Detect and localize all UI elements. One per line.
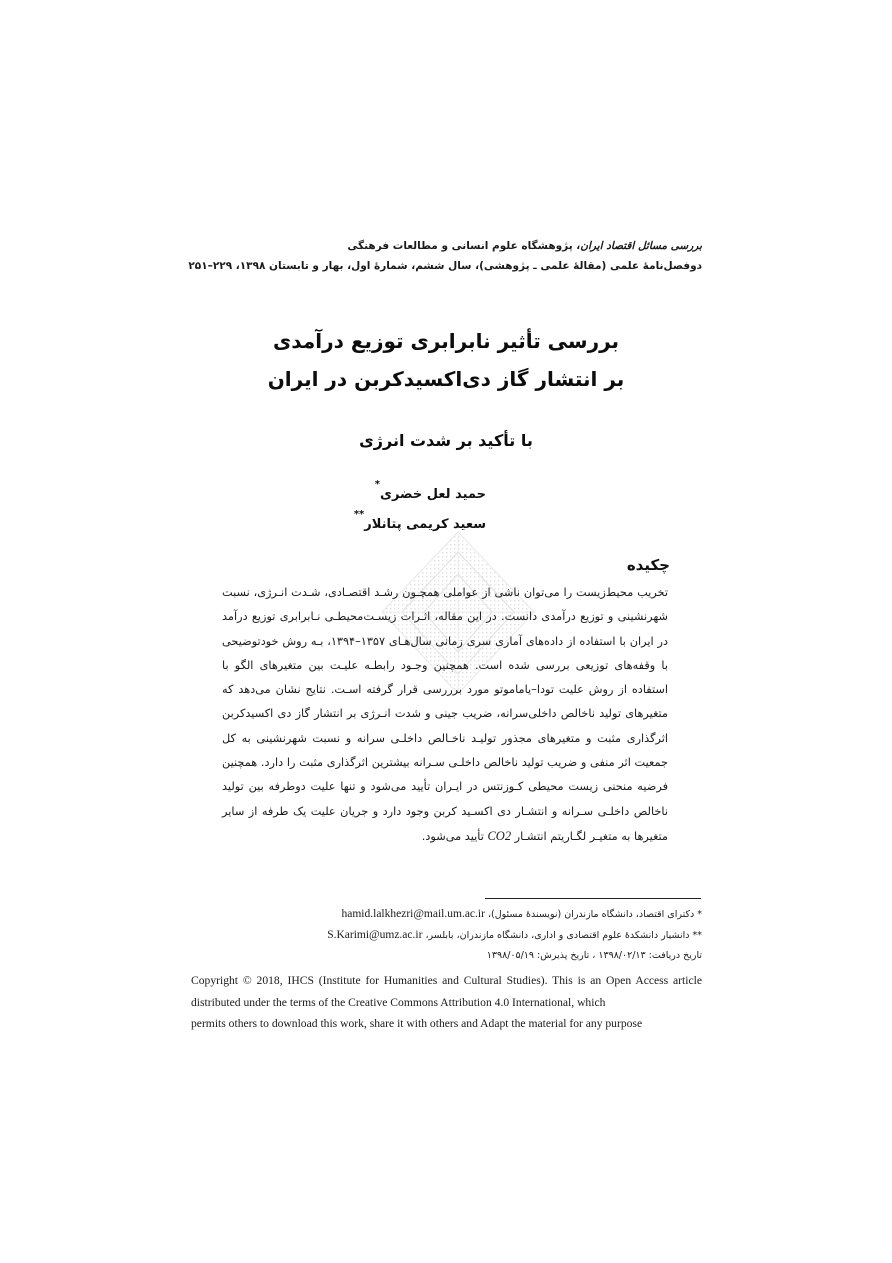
footnote [260, 925, 702, 946]
author [180, 480, 702, 510]
received-accepted-dates: تاریخ دریافت: ۱۳۹۸/۰۲/۱۳ ، تاریخ پذیرش: ۱۳۹۸/۰۵/۱۹ [486, 950, 702, 961]
author-name: حمید لعل خضری [380, 487, 486, 502]
footnote-mark: * [697, 909, 702, 920]
copyright-text-last-line: permits others to download this work, share it with others and Adapt the material for any purpose [191, 1017, 643, 1030]
journal-header [188, 236, 702, 276]
copyright-notice [191, 970, 702, 1035]
abstract-body [222, 581, 668, 849]
footnotes [260, 904, 702, 966]
footnote-separator [485, 898, 701, 899]
journal-publisher: ، پژوهشگاه علوم انسانی و مطالعات فرهنگی [347, 240, 581, 252]
paper-title [180, 322, 712, 398]
footnote-text: دانشیار دانشکدهٔ علوم اقتصادی و اداری، دانشگاه مازندران، بابلسر، [425, 930, 690, 941]
copyright-text: Copyright © 2018, IHCS (Institute for Humanities and Cultural Studies). This is an Open Access article distributed under the terms of the Creative Commons Attribution 4.0 International, which [191, 974, 702, 1009]
author-footnote-mark: ** [353, 509, 365, 520]
footnote [260, 904, 702, 925]
author-email-link[interactable]: S.Karimi@umz.ac.ir [327, 929, 423, 941]
paper-title-line-2: بر انتشار گاز دی‌اکسیدکربن در ایران [267, 367, 625, 391]
author-name: سعید کریمی پتانلار [364, 517, 486, 532]
journal-header-line-1 [188, 236, 702, 256]
paper-subtitle: با تأکید بر شدت انرژی [359, 431, 533, 450]
paper-title-line-1: بررسی تأثیر نابرابری توزیع درآمدی [272, 329, 620, 353]
author-footnote-mark: * [374, 479, 381, 490]
abstract-heading: چکیده [626, 556, 670, 574]
abstract-text: تخریب محیط‌زیست را می‌توان ناشی از عواملی همچـون رشـد اقتصـادی، شـدت انـرژی، نسبت شهرنشینی و توزیع درآمدی دانست. در این مقاله، اثـرات زیسـت‌محیطـی نـابرابری توزیع درآمد در ایران با استفاده از داده‌های آماری سری زمانی سال‌هـای ۱۳۵۷–۱۳۹۴، بـه روش خودتوضیحی با وقفه‌های توزیعی بررسی شده است. همچنین وجـود رابطـه علیـت بین متغیرهای الگو با استفاده از روش علیت تودا–یاماموتو مورد برررسی قرار گرفته اسـت. نتایج نشان می‌دهد که متغیرهای تولید ناخالص داخلی‌سرانه، ضریب جینی و شدت انـرژی بر انتشار گاز دی اکسیدکربن اثرگذاری مثبت و متغیرهای مجذور تولیـد ناخـالص داخلـی سرانه و نسبت شهرنشینی به کل جمعیت اثر منفی و ضریب تولید ناخالص داخلـی سـرانه بیشترین اثرگذاری مثبت را دارد. همچنین فرضیه منحنی زیست محیطی کـوزنتس در ایـران تأیید می‌شود و تنها علیت دوطرفه بین تولید ناخالص داخلـی سـرانه و انتشـار دی اکسـید کربن وجود دارد و جریان علیت یک طرفه از سایر متغیرها به متغیـر لگـاریتم انتشـار [222, 586, 669, 843]
author-email-link[interactable]: hamid.lalkhezri@mail.um.ac.ir [341, 908, 485, 920]
footnote-mark: ** [692, 930, 702, 941]
journal-name: بررسی مسائل اقتصاد ایران [580, 240, 702, 252]
abstract-text-end: تأیید می‌شود. [421, 829, 484, 843]
journal-header-line-2: دوفصل‌نامهٔ علمی (مقالهٔ علمی ـ پژوهشی)، سال ششم، شمارهٔ اول، بهار و تابستان ۱۳۹۸، ۲۲۹–۲۵۱ [188, 260, 702, 272]
abstract-co2-term: CO2 [487, 828, 512, 843]
footnote-text: دکترای اقتصاد، دانشگاه مازندران (نویسندهٔ مسئول)، [487, 909, 695, 920]
